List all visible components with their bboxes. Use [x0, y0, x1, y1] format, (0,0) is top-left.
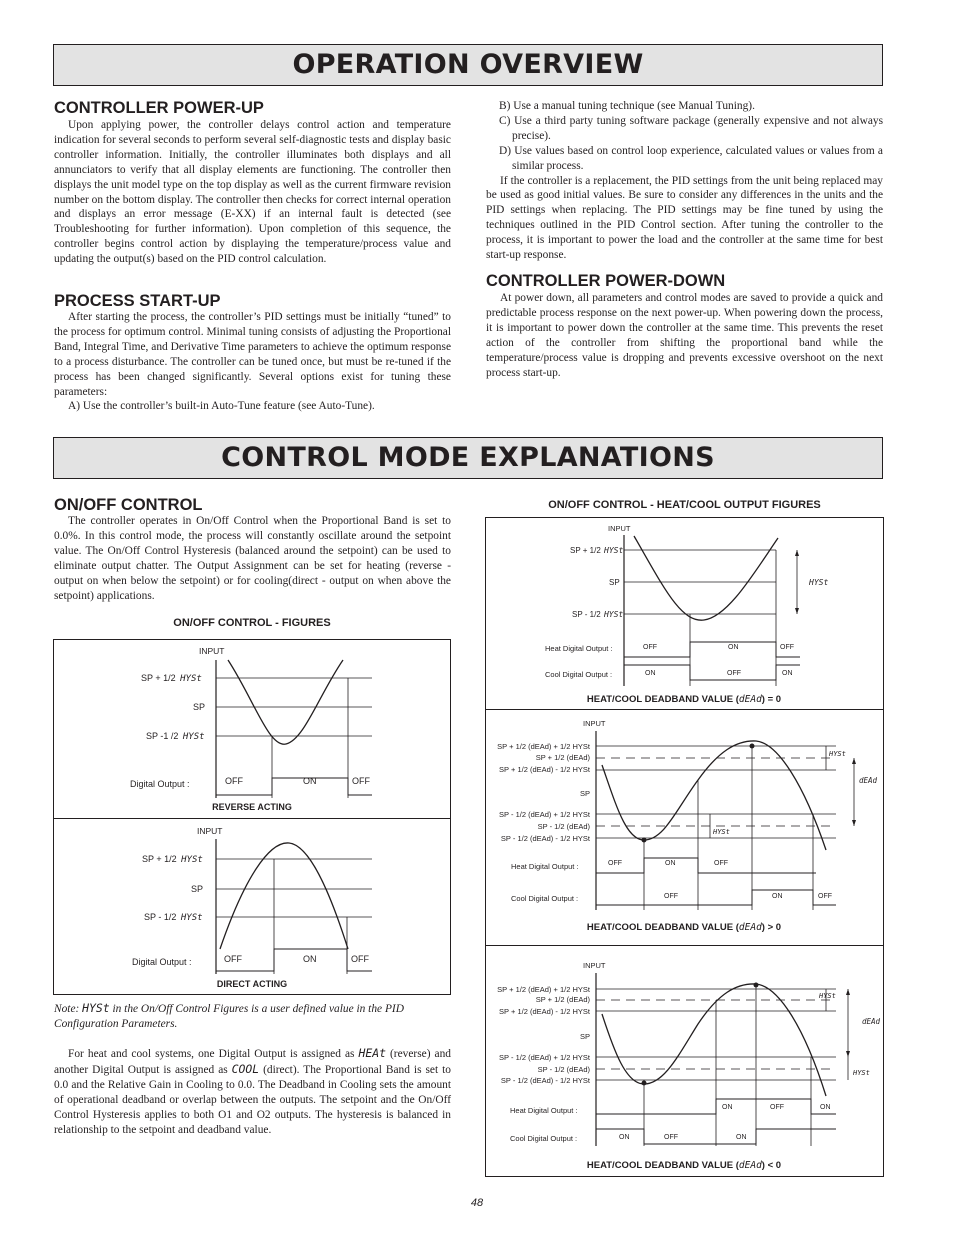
heading-process-start-up: PROCESS START-UP — [54, 292, 221, 310]
level-label-5: SP - 1/2 (dEAd) + 1/2 HYSt — [499, 810, 590, 819]
arrow-up-icon — [852, 758, 856, 764]
power-up-paragraph: Upon applying power, the controller delays control action and temperature indication for several seconds to perform several self-diagnostic tests and display basic controller information. Initially, the controller illuminates both displays and all annunciators to verify that all display elements are functioning. The controller then displays the unit model type on the top display as well as the current firmware revision number on the bottom display. The controller then checks for correct internal operation and displays an error message (E-XX) if an internal fault is detected (see Troubleshooting for further information). Upon completion of this sequence, the controller begins control action by displaying the temperature/process value and updating the output(s) based on the PID control calculation. — [54, 119, 451, 266]
digital-output-label: Digital Output : — [132, 957, 192, 967]
deadband-zero-caption: HEAT/COOL DEADBAND VALUE (dEAd) = 0 — [586, 694, 782, 705]
input-label: INPUT — [583, 961, 606, 970]
process-curve — [634, 536, 778, 620]
reverse-acting-caption: REVERSE ACTING — [212, 802, 292, 812]
level-label-5: SP - 1/2 (dEAd) + 1/2 HYSt — [499, 1053, 590, 1062]
cool-state-2: OFF — [664, 1134, 678, 1141]
output-on: ON — [303, 776, 317, 786]
cool-state-1: ON — [619, 1134, 630, 1141]
cool-state-1: ON — [645, 670, 656, 677]
heat-code: HEAt — [358, 1046, 386, 1060]
level-label-3: SP + 1/2 (dEAd) - 1/2 HYSt — [499, 1007, 590, 1016]
cool-code: COOL — [231, 1061, 260, 1076]
note-hyst-code: HYSt — [82, 1001, 110, 1015]
heat-state-2: OFF — [770, 1104, 784, 1111]
page-number: 48 — [470, 1197, 484, 1209]
cool-output-label: Cool Digital Output : — [511, 894, 579, 903]
sp-label: SP — [609, 578, 620, 587]
cool-state-3: OFF — [818, 893, 832, 900]
deadband-negative-caption: HEAT/COOL DEADBAND VALUE (dEAd) < 0 — [586, 1160, 782, 1171]
heat-output-label: Heat Digital Output : — [510, 1106, 578, 1115]
level-label-6: SP - 1/2 (dEAd) — [537, 822, 590, 831]
level-label-3: SP + 1/2 (dEAd) - 1/2 HYSt — [499, 765, 590, 774]
cool-output-label: Cool Digital Output : — [510, 1134, 578, 1143]
hyst-dimension-label: HYSt — [809, 578, 829, 587]
power-down-text — [486, 291, 883, 380]
replacement-paragraph: If the controller is a replacement, the PID settings from the unit being replaced may be used as good initial values. Be sure to consider any differences in the units and the PID settings when replacing. The PID settings may be fine tuned by using the techniques outlined in the PID Control section. After tuning the controller to the process, it is important to power the load and the controller at the same time for best start-up response. — [486, 174, 883, 262]
process-curve — [602, 984, 826, 1096]
arrow-up-icon — [795, 550, 799, 556]
deadband-positive-diagram — [486, 710, 883, 945]
arrow-up-icon — [846, 989, 850, 995]
cool-state-2: ON — [772, 893, 783, 900]
arrow-down-icon — [795, 608, 799, 614]
output-off-1: OFF — [225, 776, 243, 786]
cool-state-3: ON — [782, 670, 793, 677]
level-label-sp: SP — [579, 1032, 590, 1041]
heading-controller-power-down: CONTROLLER POWER-DOWN — [486, 272, 726, 290]
direct-acting-caption: DIRECT ACTING — [216, 979, 288, 989]
sp-label: SP — [193, 702, 206, 712]
cool-state-3: ON — [736, 1134, 747, 1141]
option-c: C) Use a third party tuning software package (generally expensive and not always precise). — [499, 114, 883, 142]
digital-output-label: Digital Output : — [130, 779, 190, 789]
deadband-zero-diagram — [486, 518, 883, 709]
heading-on-off-control: ON/OFF CONTROL — [54, 496, 203, 514]
heat-cool-text — [54, 1046, 451, 1137]
output-on: ON — [303, 954, 317, 964]
sp-minus-label: SP - 1/2 HYSt — [572, 610, 624, 619]
section-title-control-mode-explanations: CONTROL MODE EXPLANATIONS — [53, 437, 883, 479]
hyst-label-bottom: HYSt — [853, 1069, 870, 1077]
level-label-1: SP + 1/2 (dEAd) + 1/2 HYSt — [497, 742, 590, 751]
process-curve — [228, 660, 343, 744]
cool-state-2: OFF — [727, 670, 741, 677]
deadband-label: dEAd — [859, 776, 878, 785]
heat-cool-figures-caption: ON/OFF CONTROL - HEAT/COOL OUTPUT FIGURES — [548, 499, 821, 511]
heat-waveform — [596, 858, 816, 873]
section-title-operation-overview: OPERATION OVERVIEW — [53, 44, 883, 86]
heat-cool-paragraph: For heat and cool systems, one Digital Output is assigned as HEAt (reverse) and another Digital Output is assigned as COOL (direct). The Proportional Band is set to 0.0 and the Relative Gain in Cooling to 0.0. The Deadband in Cooling sets the amount of operational deadband or overlap between the outputs. The setpoint and the On/Off Control Hysteresis applies to both O1 and O2 outputs. The hysteresis is balanced in relationship to the setpoint and deadband value. — [54, 1046, 451, 1136]
input-label: INPUT — [197, 826, 223, 836]
on-off-paragraph: The controller operates in On/Off Control when the Proportional Band is set to 0.0%. In this control mode, the process will constantly oscillate around the setpoint value. The On/Off Control Hysteresis (balanced around the setpoint) can be used to eliminate output chatter. The Output Assignment can be set for heating (reverse - output on when below the setpoint) or for cooling(direct - output on when above the setpoint) applications. — [54, 515, 451, 602]
sp-minus-label: SP -1 /2 HYSt — [146, 731, 205, 742]
level-label-1: SP + 1/2 (dEAd) + 1/2 HYSt — [497, 985, 590, 994]
heat-output-label: Heat Digital Output : — [545, 644, 613, 653]
sp-plus-label: SP + 1/2 HYSt — [141, 673, 202, 684]
hyst-label-top: HYSt — [829, 750, 846, 758]
sp-label: SP — [191, 884, 204, 894]
level-label-7: SP - 1/2 (dEAd) - 1/2 HYSt — [500, 1076, 590, 1085]
heat-state-1: OFF — [643, 644, 657, 651]
heat-state-2: ON — [665, 860, 676, 867]
on-off-figures-caption: ON/OFF CONTROL - FIGURES — [173, 617, 331, 629]
heat-state-3: ON — [820, 1104, 831, 1111]
figure-deadband-negative — [485, 945, 884, 1177]
level-label-2: SP + 1/2 (dEAd) — [535, 995, 590, 1004]
sp-plus-label: SP + 1/2 HYSt — [570, 546, 624, 555]
tuning-options-continued — [486, 99, 883, 263]
sp-minus-label: SP - 1/2 HYSt — [144, 912, 203, 923]
process-start-up-paragraph: After starting the process, the controller’s PID settings must be initially “tuned” to the process for optimum control. Minimal tuning consists of adjusting the Proportional Band, Integral Time, and Derivative Time parameters to achieve the optimum response to a process disturbance. The controller can be tuned once, but must be re-tuned if the process has been changed significantly. Several options exist for tuning these parameters: — [54, 311, 451, 398]
level-label-7: SP - 1/2 (dEAd) - 1/2 HYSt — [500, 834, 590, 843]
figure-direct-acting — [53, 818, 451, 995]
heat-waveform — [596, 1099, 836, 1114]
level-label-2: SP + 1/2 (dEAd) — [535, 753, 590, 762]
output-off-1: OFF — [224, 954, 242, 964]
figure-reverse-acting — [53, 639, 451, 819]
note-body: in the On/Off Control Figures is a user defined value in the PID Configuration Parameters. — [54, 1003, 404, 1030]
power-up-text — [54, 118, 451, 267]
heat-state-2: ON — [728, 644, 739, 651]
heat-output-label: Heat Digital Output : — [511, 862, 579, 871]
option-b: B) Use a manual tuning technique (see Manual Tuning). — [499, 100, 755, 112]
arrow-down-icon — [846, 1051, 850, 1057]
hyst-label-top: HYSt — [819, 992, 836, 1000]
process-start-up-text — [54, 310, 451, 414]
heat-state-3: OFF — [714, 860, 728, 867]
cool-state-1: OFF — [664, 893, 678, 900]
input-label: INPUT — [199, 646, 225, 656]
deadband-positive-caption: HEAT/COOL DEADBAND VALUE (dEAd) > 0 — [586, 922, 782, 933]
arrow-down-icon — [852, 820, 856, 826]
power-down-paragraph: At power down, all parameters and control modes are saved to provide a quick and predictable process response on the next power-up. When powering down the process, it is important to power down the controller at the same time. This prevents the reset action of the controller from shifting the proportional band while the temperature/process value is dropping and prevents excessive overshoot on the next process start-up. — [486, 292, 883, 379]
cool-output-label: Cool Digital Output : — [545, 670, 613, 679]
option-d: D) Use values based on control loop experience, calculated values or values from a similar process. — [499, 144, 883, 172]
deadband-negative-diagram — [486, 946, 883, 1176]
option-a: A) Use the controller’s built-in Auto-Tune feature (see Auto-Tune). — [68, 400, 375, 413]
output-off-2: OFF — [352, 776, 370, 786]
heat-state-1: ON — [722, 1104, 733, 1111]
heading-controller-power-up: CONTROLLER POWER-UP — [54, 99, 264, 117]
heat-state-1: OFF — [608, 860, 622, 867]
on-off-control-text — [54, 514, 451, 603]
figure-deadband-positive — [485, 709, 884, 946]
level-label-6: SP - 1/2 (dEAd) — [537, 1065, 590, 1074]
hyst-note — [54, 1001, 451, 1032]
input-label: INPUT — [608, 524, 631, 533]
hyst-label-bottom: HYSt — [713, 828, 730, 836]
reverse-acting-diagram — [54, 640, 450, 818]
note-prefix: Note: — [54, 1003, 83, 1015]
output-off-2: OFF — [351, 954, 369, 964]
level-label-sp: SP — [579, 789, 590, 798]
heat-state-3: OFF — [780, 644, 794, 651]
deadband-label: dEAd — [862, 1017, 881, 1026]
sp-plus-label: SP + 1/2 HYSt — [142, 854, 203, 865]
cool-waveform — [596, 890, 836, 905]
input-label: INPUT — [583, 719, 606, 728]
figure-deadband-zero — [485, 517, 884, 710]
direct-acting-diagram — [54, 819, 450, 994]
